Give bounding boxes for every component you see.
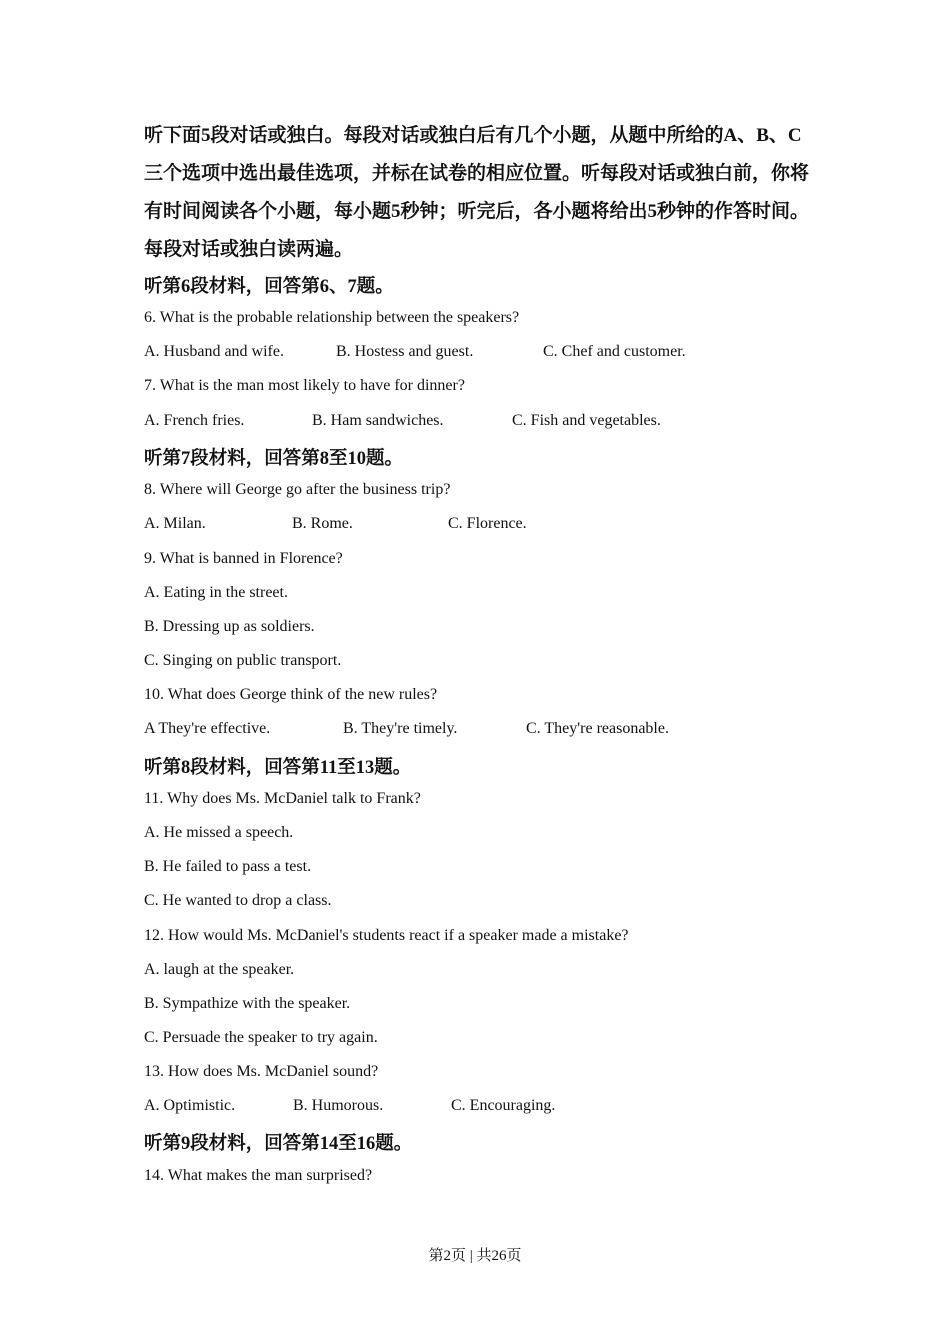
q11-option-b: B. He failed to pass a test. [144, 858, 312, 875]
q8-option-c: C. Florence. [448, 515, 527, 532]
q7-option-c: C. Fish and vegetables. [512, 412, 661, 429]
section-6-heading: 听第6段材料，回答第6、7题。 [144, 277, 394, 297]
q8-option-b: B. Rome. [292, 515, 353, 532]
q8-option-a: A. Milan. [144, 515, 206, 532]
question-10: 10. What does George think of the new rules? [144, 686, 438, 703]
q13-option-b: B. Humorous. [293, 1097, 384, 1114]
q10-option-a: A They're effective. [144, 720, 271, 737]
q9-option-c: C. Singing on public transport. [144, 652, 342, 669]
q6-option-c: C. Chef and customer. [543, 343, 686, 360]
q7-option-b: B. Ham sandwiches. [312, 412, 444, 429]
q6-option-a: A. Husband and wife. [144, 343, 284, 360]
q10-option-c: C. They're reasonable. [526, 720, 669, 737]
question-11: 11. Why does Ms. McDaniel talk to Frank? [144, 790, 421, 807]
q9-option-a: A. Eating in the street. [144, 584, 288, 601]
q13-option-a: A. Optimistic. [144, 1097, 236, 1114]
question-9: 9. What is banned in Florence? [144, 550, 343, 567]
q12-option-c: C. Persuade the speaker to try again. [144, 1029, 378, 1046]
question-13: 13. How does Ms. McDaniel sound? [144, 1063, 379, 1080]
q11-option-a: A. He missed a speech. [144, 824, 294, 841]
q7-option-a: A. French fries. [144, 412, 245, 429]
question-8: 8. Where will George go after the business trip? [144, 481, 451, 498]
question-12: 12. How would Ms. McDaniel's students react if a speaker made a mistake? [144, 927, 629, 944]
instructions-paragraph: 听下面5段对话或独白。每段对话或独白后有几个小题，从题中所给的A、B、C三个选项中选出最佳选项，并标在试卷的相应位置。听每段对话或独白前，你将有时间阅读各个小题，每小题5秒钟；听完后，各小题将给出5秒钟的作答时间。每段对话或独白读两遍。 [144, 125, 810, 260]
q6-option-b: B. Hostess and guest. [336, 343, 474, 360]
q12-option-b: B. Sympathize with the speaker. [144, 995, 351, 1012]
q13-option-c: C. Encouraging. [451, 1097, 556, 1114]
question-14: 14. What makes the man surprised? [144, 1167, 373, 1184]
section-8-heading: 听第8段材料，回答第11至13题。 [144, 758, 412, 778]
q12-option-a: A. laugh at the speaker. [144, 961, 295, 978]
question-6: 6. What is the probable relationship between the speakers? [144, 309, 520, 326]
q11-option-c: C. He wanted to drop a class. [144, 892, 332, 909]
question-7: 7. What is the man most likely to have for dinner? [144, 377, 465, 394]
q9-option-b: B. Dressing up as soldiers. [144, 618, 315, 635]
section-9-heading: 听第9段材料，回答第14至16题。 [144, 1134, 413, 1154]
q10-option-b: B. They're timely. [343, 720, 458, 737]
section-7-heading: 听第7段材料，回答第8至10题。 [144, 449, 404, 469]
page-footer: 第2页 | 共26页 [428, 1248, 522, 1264]
